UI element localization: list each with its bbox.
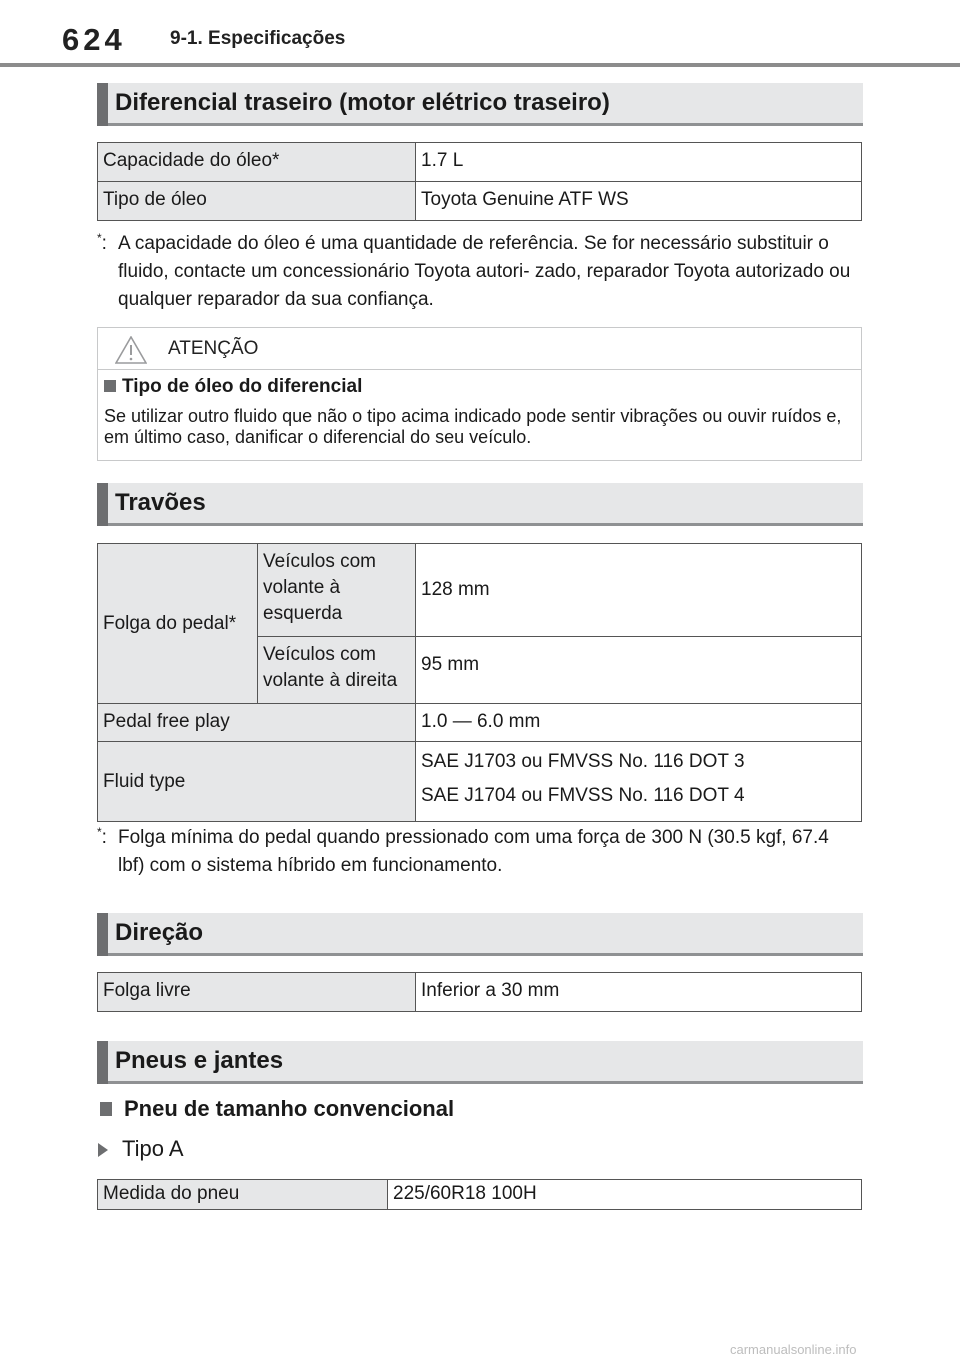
page-header bbox=[0, 0, 960, 70]
tires-subheading bbox=[100, 1096, 454, 1122]
heading-bar bbox=[97, 83, 108, 126]
table-cell-value: 95 mm bbox=[416, 637, 862, 704]
heading-text: Travões bbox=[115, 489, 206, 516]
table-cell-sublabel: Veículos com volante à direita bbox=[258, 637, 416, 704]
caution-text: Se utilizar outro fluido que não o tipo acima indicado pode sentir vibrações ou ouvir ruídos e, em último caso, danificar o diferencial do seu veículo. bbox=[104, 406, 842, 447]
table-cell-sublabel: Veículos com volante à esquerda bbox=[258, 544, 416, 637]
section-heading-brakes bbox=[97, 483, 863, 526]
table-cell-label: Pedal free play bbox=[98, 704, 416, 742]
caution-subtitle-text: Tipo de óleo do diferencial bbox=[122, 376, 363, 397]
table-cell-label: Folga do pedal* bbox=[98, 544, 258, 704]
footnote-marker: *: bbox=[97, 825, 107, 848]
brakes-table bbox=[97, 543, 862, 822]
table-cell-value: 1.0 — 6.0 mm bbox=[416, 704, 862, 742]
tire-type-text: Tipo A bbox=[122, 1136, 184, 1161]
table-cell-value: Inferior a 30 mm bbox=[416, 973, 862, 1012]
table-row bbox=[98, 1180, 862, 1210]
heading-bar bbox=[97, 483, 108, 526]
footnote-marker: *: bbox=[97, 231, 107, 254]
table-row bbox=[98, 544, 862, 637]
table-cell-label: Tipo de óleo bbox=[98, 182, 416, 221]
fluid-value-line: SAE J1704 ou FMVSS No. 116 DOT 4 bbox=[421, 785, 745, 806]
tires-subheading-text: Pneu de tamanho convencional bbox=[124, 1096, 455, 1121]
page-number: 624 bbox=[62, 22, 126, 57]
table-row bbox=[98, 704, 862, 742]
table-cell-label: Capacidade do óleo* bbox=[98, 143, 416, 182]
square-bullet-icon bbox=[100, 1102, 112, 1116]
table-row bbox=[98, 182, 862, 221]
footnote-pedal bbox=[97, 824, 857, 880]
table-row bbox=[98, 742, 862, 822]
tires-table bbox=[97, 1179, 862, 1210]
caution-header bbox=[98, 328, 861, 370]
heading-text: Diferencial traseiro (motor elétrico traseiro) bbox=[115, 89, 610, 116]
table-row bbox=[98, 143, 862, 182]
caution-subtitle bbox=[104, 376, 362, 398]
steering-table bbox=[97, 972, 862, 1012]
heading-text: Pneus e jantes bbox=[115, 1047, 284, 1074]
table-row bbox=[98, 973, 862, 1012]
table-cell-value: 1.7 L bbox=[416, 143, 862, 182]
header-divider bbox=[0, 63, 960, 67]
caution-title: ATENÇÃO bbox=[168, 338, 259, 359]
table-cell-value: 128 mm bbox=[416, 544, 862, 637]
footnote-oil-capacity bbox=[97, 230, 857, 314]
square-bullet-icon bbox=[104, 380, 116, 392]
watermark: carmanualsonline.info bbox=[730, 1342, 857, 1357]
table-cell-label: Fluid type bbox=[98, 742, 416, 822]
section-heading-steering bbox=[97, 913, 863, 956]
table-cell-label: Medida do pneu bbox=[98, 1180, 388, 1210]
section-heading-tires bbox=[97, 1041, 863, 1084]
fluid-value-line: SAE J1703 ou FMVSS No. 116 DOT 3 bbox=[421, 751, 745, 772]
table-cell-value: 225/60R18 100H bbox=[388, 1180, 862, 1210]
warning-triangle-icon bbox=[115, 336, 147, 364]
rear-differential-table bbox=[97, 142, 862, 221]
heading-bar bbox=[97, 913, 108, 956]
heading-text: Direção bbox=[115, 919, 204, 946]
table-cell-label: Folga livre bbox=[98, 973, 416, 1012]
heading-bar bbox=[97, 1041, 108, 1084]
footnote-text: Folga mínima do pedal quando pressionado com uma força de 300 N (30.5 kgf, 67.4 lbf) com o sistema híbrido em funcionamento. bbox=[118, 827, 829, 876]
section-title: 9-1. Especificações bbox=[170, 28, 346, 49]
arrow-right-icon bbox=[98, 1143, 108, 1157]
section-heading-rear-differential bbox=[97, 83, 863, 126]
tire-type-label bbox=[98, 1136, 184, 1162]
caution-box bbox=[97, 327, 862, 461]
table-cell-value: Toyota Genuine ATF WS bbox=[416, 182, 862, 221]
footnote-text: A capacidade do óleo é uma quantidade de referência. Se for necessário substituir o fluido, contacte um concessionário Toyota autori- zado, reparador Toyota autorizado ou qualquer reparador da sua confiança. bbox=[118, 233, 851, 310]
table-cell-value bbox=[416, 742, 862, 822]
